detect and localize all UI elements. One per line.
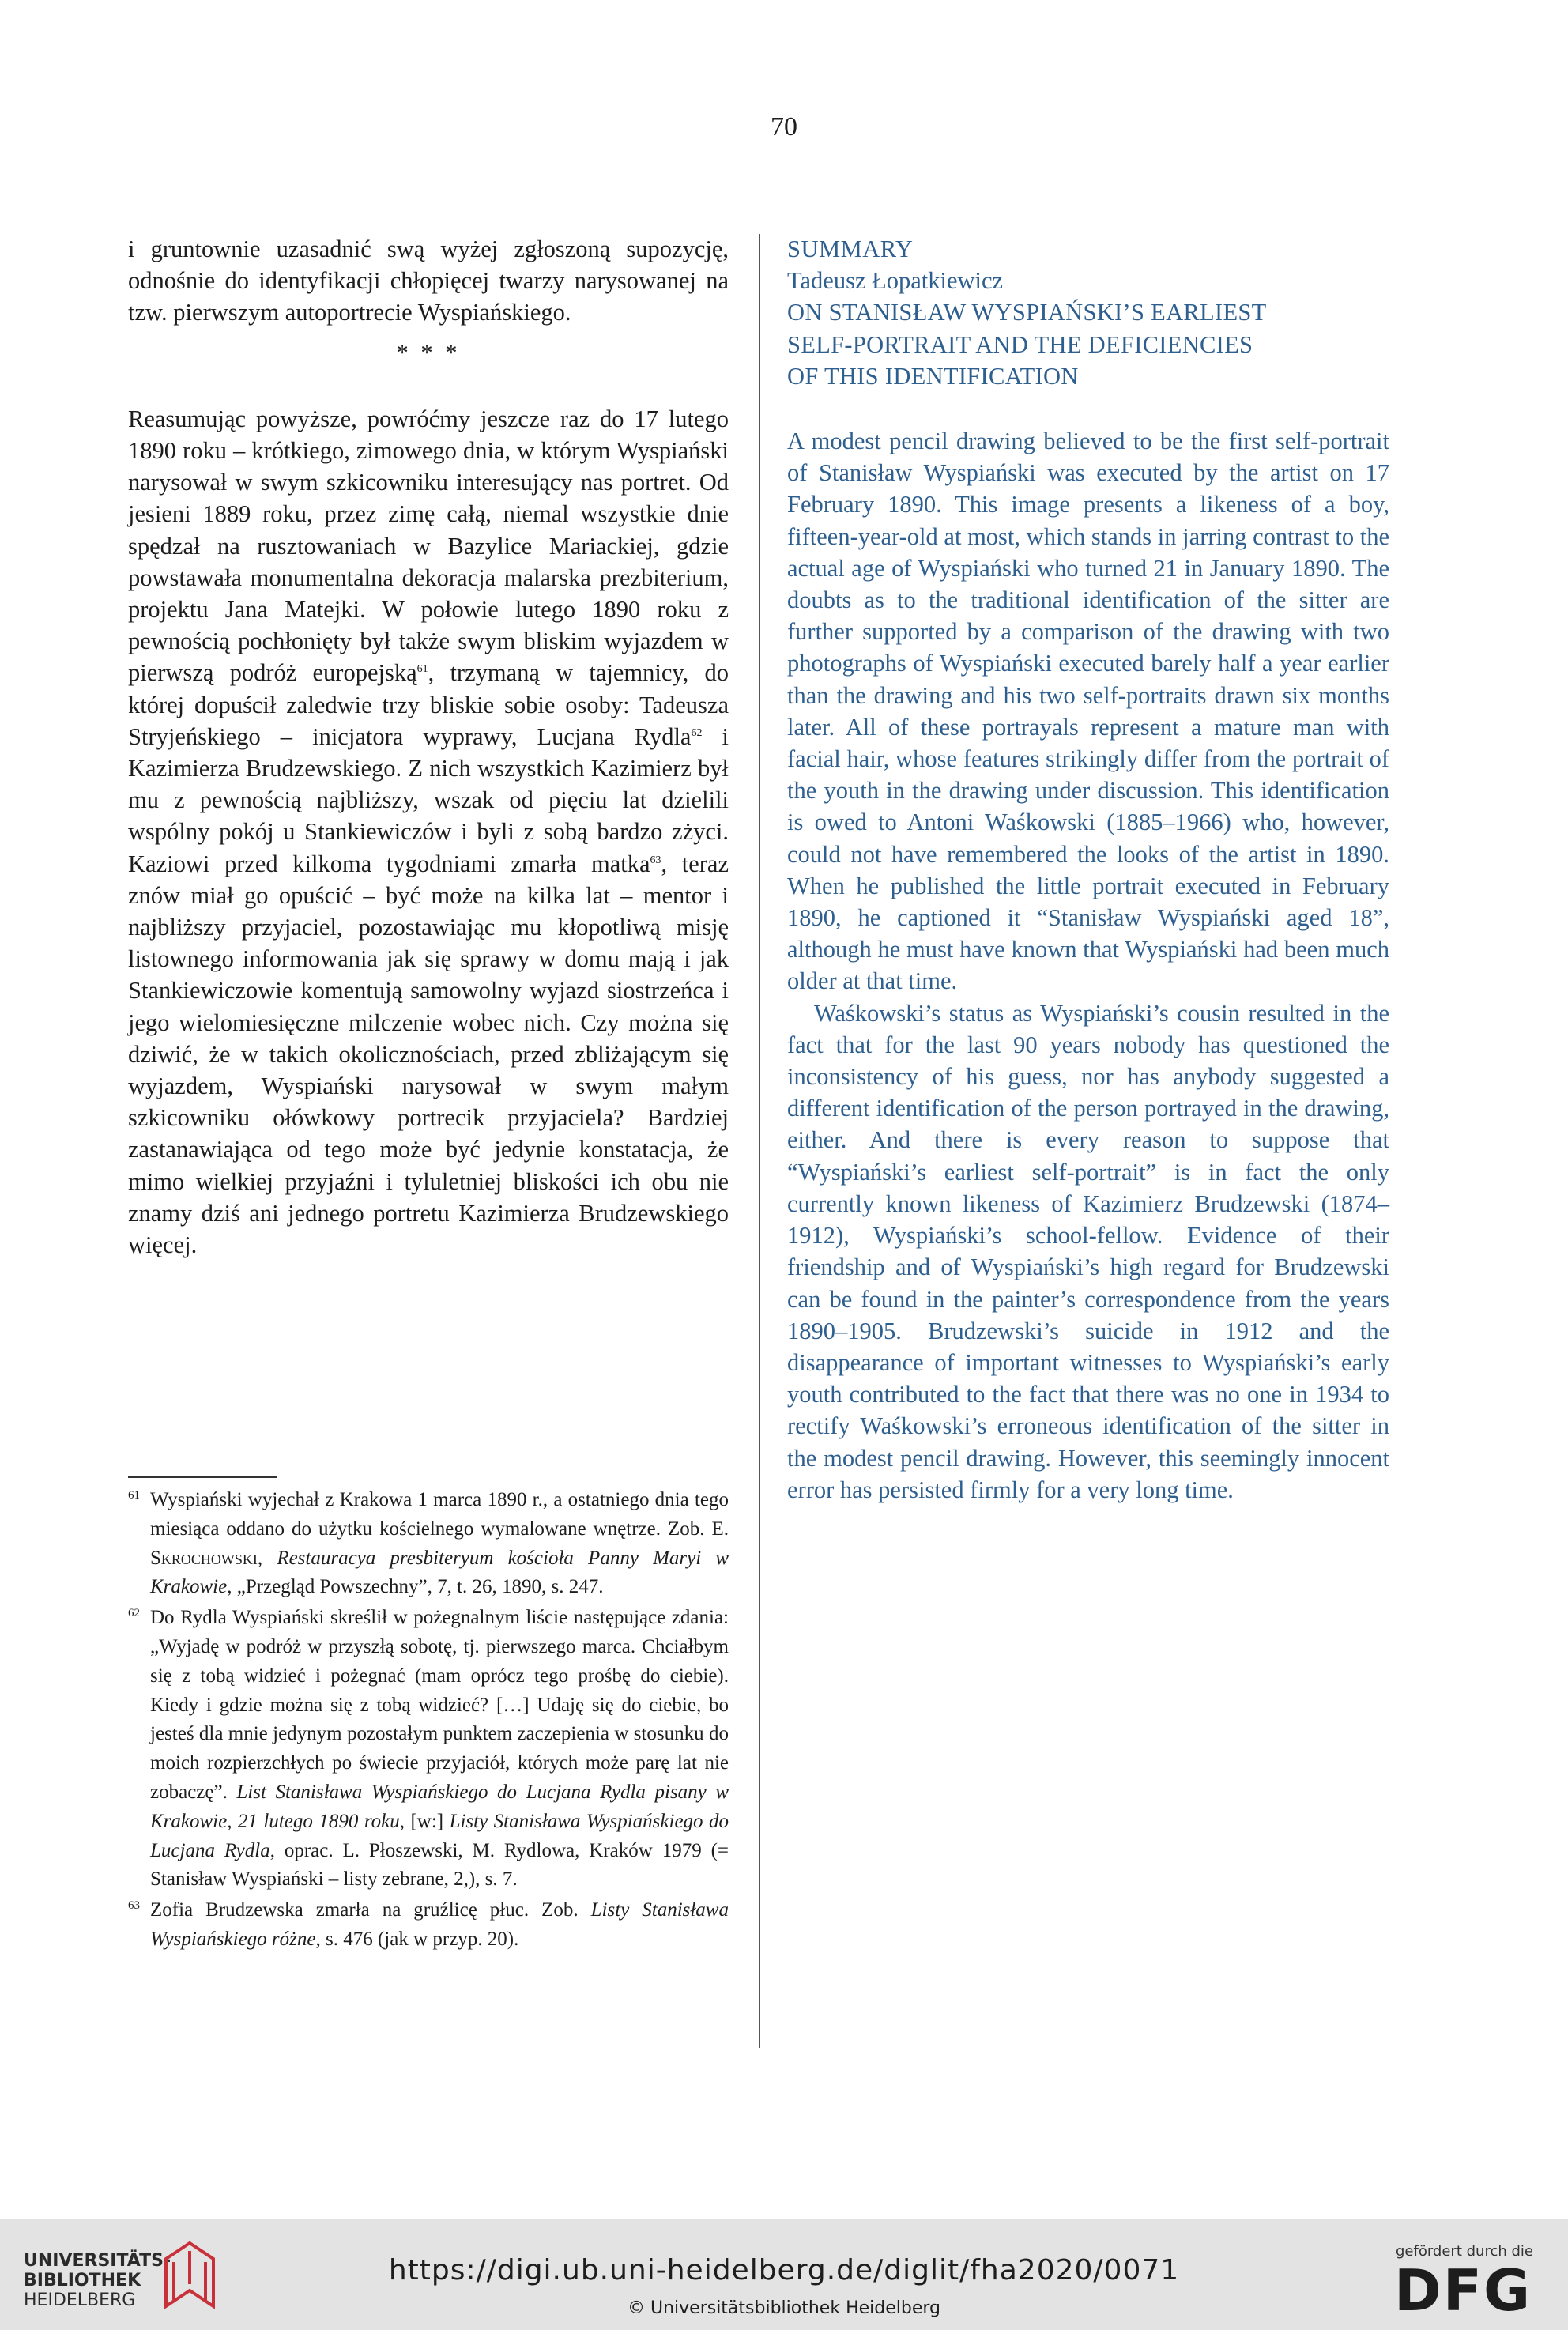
- summary-heading: SUMMARY: [787, 236, 914, 262]
- author-name: Skrochowski: [150, 1547, 258, 1569]
- footnote-number: 63: [128, 1899, 140, 1913]
- footnote-61: [128, 1486, 729, 1602]
- logo-text: BIBLIOTHEK: [24, 2271, 141, 2290]
- footnote-rule: [128, 1476, 277, 1478]
- dfg-wordmark: DFG: [1394, 2257, 1532, 2324]
- text-run: Reasumując powyższe, powróćmy jeszcze raz do 17 lutego 1890 roku – krótkiego, zimowego dnia, w którym Wyspiański narysował w swym szkicowniku interesujący nas portret. Od jesieni 1889 roku, przez zimę całą, niemal wszystkie dnie spędzał na rusztowaniach w Bazylice Mariackiej, gdzie powstawała monumentalna dekoracja malarska prezbiterium, projektu Jana Matejki. W połowie lutego 1890 roku z pewnością pochłonięty był także swym bliskim wyjazdem w pierwszą podróż europejską: [128, 405, 729, 687]
- text-run: , [w:]: [399, 1810, 450, 1832]
- summary-paragraph: Waśkowski’s status as Wyspiański’s cousin resulted in the fact that for the last 90 years nobody has questioned the inconsistency of his guess, nor has anybody suggested a different identification of the person portrayed in the drawing, either. And there is every reason to suppose that “Wyspiański’s earliest self-portrait” is in fact the only currently known likeness of Kazimierz Brudzewski (1874–1912), Wyspiański’s school-fellow. Evidence of their friendship and of Wyspiański’s high regard for Brudzewski can be found in the painter’s correspondence from the years 1890–1905. Brudzewski’s suicide in 1912 and the disappearance of important witnesses to Wyspiański’s early youth contributed to the fact that there was no one in 1934 to rectify Waśkowski’s erroneous identification of the sitter in the modest pencil drawing. However, this seemingly innocent error has persisted firmly for a very long time.: [787, 999, 1389, 1503]
- paragraph: i gruntownie uzasadnić swą wyżej zgłoszoną supozycję, odnośnie do identyfikacji chłopięcej twarzy narysowanej na tzw. pierwszym autoportrecie Wyspiańskiego.: [128, 236, 729, 326]
- text-run: Zofia Brudzewska zmarła na gruźlicę płuc. Zob.: [150, 1899, 591, 1921]
- text-run: , teraz znów miał go opuścić – być może na kilka lat – mentor i najbliższy przyjaciel, pozostawiając mu kłopotliwą misję listownego informowania jak się sprawy w domu mają i jak Stankiewiczowie komentują samowolny wyjazd siostrzeńca i jego wielomiesięczne milczenie wobec nich. Czy można się dziwić, że w takich okolicznościach, przed zbliżającym się wyjazdem, Wyspiański narysował w swym małym szkicowniku ołówkowy portrecik przyjaciela? Bardziej zastanawiająca od tego może być jedynie konstatacja, że mimo wielkiej przyjaźni i tyluletniej bliskości ich obu nie znamy dziś ani jednego portretu Kazimierza Brudzewskiego więcej.: [128, 850, 729, 1259]
- section-separator: * * *: [396, 338, 461, 366]
- footnote-ref-63[interactable]: 63: [650, 854, 662, 866]
- footnote-number: 62: [128, 1607, 140, 1620]
- title-line: ON STANISŁAW WYSPIAŃSKI’S EARLIEST: [787, 299, 1267, 326]
- footnote-number: 61: [128, 1489, 140, 1502]
- summary-paragraph: A modest pencil drawing believed to be the first self-portrait of Stanisław Wyspiański was executed by the artist on 17 February 1890. This image presents a likeness of a boy, fifteen-year-old at most, which stands in jarring contrast to the actual age of Wyspiański who turned 21 in January 1890. The doubts as to the traditional identification of the sitter are further supported by a comparison of the drawing with two photographs of Wyspiański executed barely half a year earlier than the drawing and his two self-portraits drawn six months later. All of these portrayals represent a mature man with facial hair, whose features strikingly differ from the portrait of the youth in the drawing under discussion. This identification is owed to Antoni Waśkowski (1885–1966) who, however, could not have remembered the looks of the artist in 1890. When he published the little portrait executed in February 1890, he captioned it “Stanisław Wyspiański aged 18”, although he must have known that Wyspiański had been much older at that time.: [787, 428, 1389, 995]
- text-run: , s. 476 (jak w przyp. 20).: [315, 1928, 519, 1950]
- footnotes: [128, 1486, 729, 1956]
- paragraph: [128, 403, 729, 1261]
- footer-bar: [0, 2219, 1568, 2330]
- logo-text: UNIVERSITÄTS-: [24, 2251, 172, 2271]
- page-url-link[interactable]: https://digi.ub.uni-heidelberg.de/diglit/fha2020/0071: [388, 2254, 1180, 2287]
- page-number: 70: [771, 112, 797, 141]
- work-title: Listy Stanisława Wyspiańskiego różne: [150, 1899, 729, 1950]
- column-divider: [759, 234, 760, 2048]
- logo-text: HEIDELBERG: [24, 2290, 136, 2310]
- polish-text-column: [128, 233, 729, 1261]
- footnote-ref-61[interactable]: 61: [416, 663, 428, 676]
- text-run: , oprac. L. Płoszewski, M. Rydlowa, Kraków 1979 (= Stanisław Wyspiański – listy zebrane, 2,), s. 7.: [150, 1839, 729, 1891]
- english-summary-column: [787, 233, 1389, 1506]
- text-run: i Kazimierza Brudzewskiego. Z nich wszystkich Kazimierz był mu z pewnością najbliższy, wszak od pięciu lat dzielili wspólny pokój u Stankiewiczów i byli z sobą bardzo zżyci. Kaziowi przed kilkoma tygodniami zmarła matka: [128, 722, 729, 877]
- summary-title: [787, 296, 1389, 392]
- summary-author: Tadeusz Łopatkiewicz: [787, 267, 1004, 295]
- dfg-logo[interactable]: [1394, 2243, 1552, 2322]
- title-line: OF THIS IDENTIFICATION: [787, 362, 1079, 390]
- title-line: SELF-PORTRAIT AND THE DEFICIENCIES: [787, 330, 1253, 358]
- footnote-63: [128, 1896, 729, 1955]
- copyright-notice: © Universitätsbibliothek Heidelberg: [627, 2298, 940, 2318]
- text-run: , trzymaną w tajemnicy, do której dopuścił zaledwie trzy bliskie sobie osoby: Tadeusza Stryjeńskiego – inicjatora wyprawy, Lucjana Rydla: [128, 659, 729, 750]
- work-title: Restauracya presbiteryum kościoła Panny Maryi w Krakowie: [150, 1547, 729, 1598]
- funded-by-label: gefördert durch die: [1396, 2243, 1533, 2260]
- work-title: List Stanisława Wyspiańskiego do Lucjana Rydla pisany w Krakowie, 21 lutego 1890 roku: [150, 1781, 729, 1832]
- work-title: Listy Stanisława Wyspiańskiego do Lucjana Rydla: [150, 1810, 729, 1861]
- text-run: Do Rydla Wyspiański skreślił w pożegnalnym liście następujące zdania: „Wyjadę w podróż w przyszłą sobotę, tj. pierwszego marca. Chciałbym się z tobą widzieć i pożegnać (mam oprócz tego prośbę do ciebie). Kiedy i gdzie można się z tobą widzieć? […] Udaję się do ciebie, bo jesteś dla mnie jedynym pozostałym punktem zaczepienia w stosunku do moich rozpierzchłych po świecie przyjaciół, których może parę lat nie zobaczę”.: [150, 1607, 729, 1803]
- text-run: Wyspiański wyjechał z Krakowa 1 marca 1890 r., a ostatniego dnia tego miesiąca oddano do użytku kościelnego wymalowane wnętrze. Zob. E.: [150, 1489, 729, 1540]
- footnote-ref-62[interactable]: 62: [691, 726, 703, 739]
- text-run: , „Przegląd Powszechny”, 7, t. 26, 1890, s. 247.: [227, 1576, 604, 1598]
- text-run: ,: [257, 1547, 277, 1569]
- footnote-62: [128, 1604, 729, 1895]
